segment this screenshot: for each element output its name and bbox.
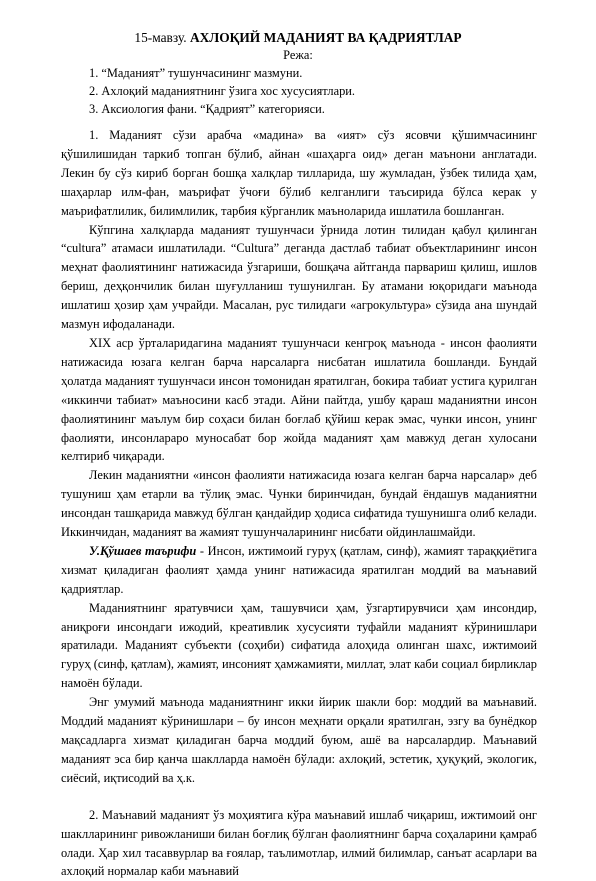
plan-item: 1. “Маданият” тушунчасининг мазмуни. <box>89 66 303 80</box>
definition-lead: У.Қўшаев таърифи <box>89 543 197 558</box>
plan-item: 2. Ахлоқий маданиятнинг ўзига хос хусусиятлари. <box>89 84 356 99</box>
paragraph: Маданиятнинг яратувчиси ҳам, ташувчиси ҳам, ўзгартирувчиси ҳам инсондир, аниқроғи инсондаги ижодий, креативлик хусусияти туфайли маданият кўринишлари яратилади. Маданият субъекти (соҳиби) сифатида алоҳида олинган шахс, ижтимоий гуруҳ (синф, қатлам), жамият, инсоният ҳамжамияти, миллат, элат каби социал бирликлар намоён бўлади. <box>61 600 537 691</box>
plan-item: 3. Аксиология фани. “Қадрият” категорияси. <box>89 102 325 117</box>
lecture-title: АХЛОҚИЙ МАДАНИЯТ ВА ҚАДРИЯТЛАР <box>189 30 462 45</box>
paragraph: 1. Маданият сўзи арабча «мадина» ва «ият» сўз ясовчи қўшимчасининг қўшилишидан таркиб топган бўлиб, айнан «шаҳарга оид» деган маънони англатади. Лекин бу сўз кириб борган бошқа халқлар тилларида, шу жумладан, ўзбек тилида ҳам, шаҳарлар илм-фан, маърифат ўчоғи бўлиб келганлиги таъсирида бўлса керак у маърифатлилик, билимлилик, тарбия кўрганлик маъноларида ишлатила бошланган. <box>61 128 537 218</box>
page-title <box>0 29 596 46</box>
body-text <box>61 126 537 881</box>
paragraph: 2. Маънавий маданият ўз моҳиятига кўра маънавий ишлаб чиқариш, ижтимоий онг шаклларининг ривожланиши билан боғлиқ бўлган фаолиятнинг барча соҳаларини қамраб олади. Ҳар хил тасаввурлар ва ғоялар, таълимотлар, илмий билимлар, санъат асарлари ва ахлоқий нормалар каби маънавий <box>61 807 537 879</box>
paragraph: XIX аср ўрталаридагина маданият тушунчаси кенгроқ маънода - инсон фаолияти натижасида юзага келган барча нарсаларга нисбатан ишлатила бошланди. Бундай ҳолатда маданият тушунчаси инсон томонидан яратилган, бокира табиат устига қурилган «иккинчи табиат» маъносини касб этади. Айни пайтда, ушбу қараш маданиятни инсон фаолиятининг маълум бир соҳаси билан боғлаб қўйиш керак эмас, чунки инсон, унинг фаолияти, инсонлараро муносабат бор жойда маданият ҳам мавжуд деган хулосани келтириб чиқаради. <box>61 335 537 464</box>
plan-heading: Режа: <box>283 48 313 62</box>
paragraph: Лекин маданиятни «инсон фаолияти натижасида юзага келган барча нарсалар» деб тушуниш ҳам етарли ва тўлиқ эмас. Чунки биринчидан, бундай ёндашув маданиятни инсондан ташқарида мавжуд бўлган қандайдир ҳодиса сифатида тушунишга олиб келади. Иккинчидан, маданият ва жамият тушунчаларининг нисбати ойдинлашмайди. <box>61 468 537 540</box>
definition-paragraph <box>61 542 537 599</box>
plan-list <box>89 64 355 119</box>
paragraph: Энг умумий маънода маданиятнинг икки йирик шакли бор: моддий ва маънавий. Моддий маданият кўринишлари – бу инсон меҳнати орқали яратилган, эзгу ва бунёдкор мақсадларга хизмат қиладиган барча моддий буюм, ашё ва нарсалардир. Маънавий маданият эса бир қанча шаклларда намоён бўлади: ахлоқий, эстетик, ҳуқуқий, экологик, сиёсий, иқтисодий ва ҳ.к. <box>61 695 537 785</box>
lecture-number: 15-мавзу. <box>134 30 187 45</box>
definition-text: - Инсон, ижтимоий гуруҳ (қатлам, синф), жамият тараққиётига хизмат қиладиган фаолият ҳамда унинг натижасида яратилган моддий ва маънавий қадриятлар. <box>61 543 537 596</box>
paragraph: Кўпгина халқларда маданият тушунчаси ўрнида лотин тилидан қабул қилинган “cultura” атамаси ишлатилади. “Cultura” деганда дастлаб табиат объектларининг инсон меҳнат фаолиятининг натижасида ўзгариши, бошқача айтганда парвариш қилиш, ишлов бериш, деҳқончилик билан шуғулланиш тушунилган. Бу атамани юқоридаги маънода ишлатиш ҳозир ҳам учрайди. Масалан, рус тилидаги «агрокультура» сўзида ана шундай мазмун ифодаланади. <box>61 222 537 332</box>
